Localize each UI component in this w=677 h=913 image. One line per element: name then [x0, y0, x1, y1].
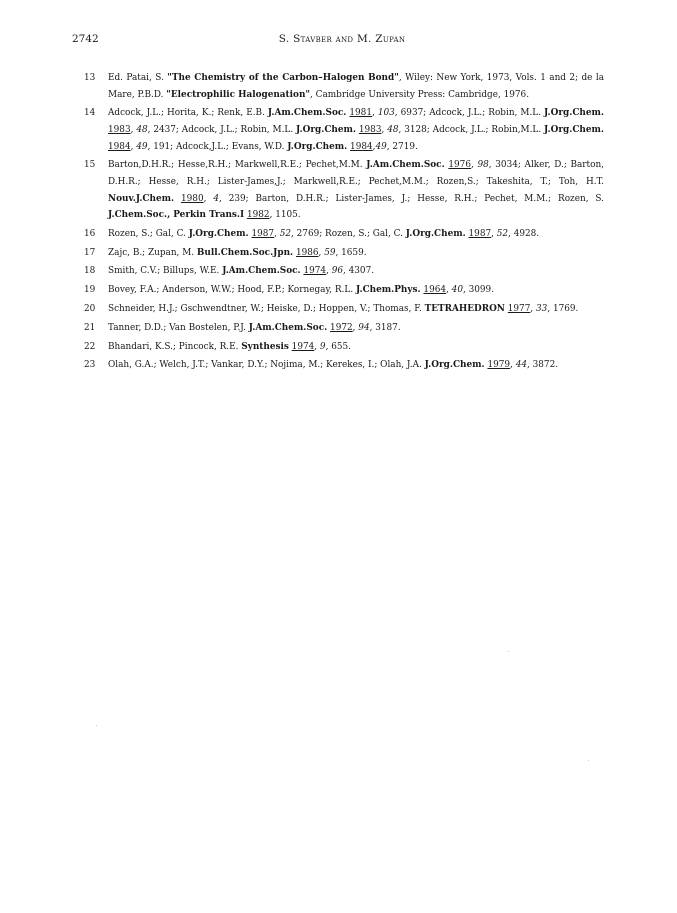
journal-title: J.Chem.Phys.: [355, 285, 421, 296]
reference-segment: , 239; Barton, D.H.R.; Lister-James, J.; Hesse, R.H.; Pechet, M.M.; Rozen, S.: [218, 193, 604, 204]
reference-segment: , 6937; Adcock, J.L.; Robin, M.L.: [394, 108, 545, 119]
reference-item: [84, 105, 604, 155]
publication-year: 1974: [303, 266, 327, 277]
publication-year: 1976: [448, 160, 471, 171]
volume-number: 49: [136, 141, 148, 152]
page-number: 2742: [72, 33, 99, 45]
journal-title: J.Org.Chem.: [287, 141, 348, 152]
reference-segment: , 3187.: [369, 322, 401, 333]
volume-number: 4: [213, 193, 219, 204]
volume-number: 98: [477, 160, 489, 171]
reference-segment: ,: [446, 285, 452, 296]
running-header: [72, 31, 612, 47]
scan-speck: [96, 725, 97, 726]
volume-number: 48: [136, 124, 148, 135]
journal-title: TETRAHEDRON: [424, 304, 505, 315]
reference-segment: Schneider, H.J.; Gschwendtner, W.; Heiske, D.; Hoppen, V.; Thomas, F.: [108, 304, 425, 315]
journal-title: J.Org.Chem.: [544, 124, 604, 135]
reference-text: [108, 357, 604, 374]
reference-segment: , 655.: [325, 341, 351, 352]
reference-number: 17: [84, 247, 96, 258]
volume-number: 40: [451, 285, 463, 296]
reference-text: [108, 320, 604, 337]
reference-text: [108, 301, 604, 318]
volume-number: 44: [515, 360, 527, 371]
volume-number: 52: [496, 228, 509, 239]
reference-segment: , Wiley: New York, 1973, Vols. 1 and 2; de la Mare, P.B.D.: [108, 73, 604, 100]
reference-segment: ,: [372, 141, 376, 152]
publication-year: 1983: [358, 124, 382, 135]
publication-year: 1981: [349, 108, 372, 119]
reference-segment: , 3128; Adcock, J.L.; Robin,M.L.: [398, 124, 545, 135]
publication-year: 1986: [295, 247, 319, 258]
journal-title: Synthesis: [241, 341, 289, 352]
journal-title: "Electrophilic Halogenation": [166, 89, 311, 100]
scan-speck: [508, 651, 509, 652]
reference-segment: , 3034; Alker, D.; Barton, D.H.R.; Hesse, R.H.; Lister-James,J.; Markwell,R.E.; Pechet,M.M.; Rozen,S.; Takeshita, T.; Toh, H.T.: [108, 160, 604, 187]
reference-segment: Bhandari, K.S.; Pincock, R.E.: [108, 341, 242, 352]
publication-year: 1979: [487, 360, 511, 371]
journal-title: Bull.Chem.Soc.Jpn.: [196, 247, 294, 258]
reference-segment: ,: [510, 360, 516, 371]
volume-number: 49: [375, 141, 387, 152]
reference-segment: , Cambridge University Press: Cambridge, 1976.: [310, 89, 530, 100]
publication-year: 1977: [507, 304, 531, 315]
reference-segment: , 2437; Adcock, J.L.; Robin, M.L.: [147, 124, 297, 135]
publication-year: 1972: [330, 322, 353, 333]
journal-title: J.Org.Chem.: [424, 360, 485, 371]
volume-number: 48: [387, 124, 399, 135]
volume-number: 52: [279, 228, 292, 239]
reference-item: [84, 245, 604, 262]
journal-title: Nouv.J.Chem.: [108, 193, 175, 204]
reference-segment: , 3099.: [462, 285, 495, 296]
reference-number: 20: [84, 304, 96, 315]
publication-year: 1980: [181, 193, 204, 204]
reference-segment: Zajc, B.; Zupan, M.: [108, 247, 197, 258]
reference-number: 18: [84, 266, 96, 277]
publication-year: 1984: [350, 141, 373, 152]
publication-year: 1964: [423, 285, 447, 296]
reference-segment: Adcock, J.L.; Horita, K.; Renk, E.B.: [108, 108, 268, 119]
publication-year: 1974: [291, 341, 315, 352]
reference-number: 21: [84, 322, 96, 333]
reference-item: [84, 320, 604, 337]
reference-item: [84, 339, 604, 356]
reference-segment: Smith, C.V.; Billups, W.E.: [108, 266, 223, 277]
reference-number: 15: [84, 160, 96, 171]
running-head-authors: S. Stavber and M. Zupan: [278, 33, 406, 45]
reference-segment: ,: [318, 247, 325, 258]
reference-text: [108, 105, 604, 155]
scan-speck: [588, 760, 589, 761]
reference-text: [108, 245, 604, 262]
reference-segment: Bovey, F.A.; Anderson, W.W.; Hood, F.P.; Kornegay, R.L.: [108, 285, 356, 296]
reference-segment: Olah, G.A.; Welch, J.T.; Vankar, D.Y.; Nojima, M.; Kerekes, I.; Olah, J.A.: [108, 360, 425, 371]
reference-number: 16: [84, 228, 96, 239]
reference-text: [108, 282, 604, 299]
journal-title: J.Org.Chem.: [188, 228, 249, 239]
reference-segment: , 1105.: [269, 210, 301, 221]
reference-segment: ,: [381, 124, 388, 135]
journal-title: J.Am.Chem.Soc.: [267, 108, 347, 119]
journal-title: J.Am.Chem.Soc.: [366, 160, 445, 171]
journal-title: J.Am.Chem.Soc.: [222, 266, 301, 277]
journal-title: J.Org.Chem.: [544, 108, 604, 119]
reference-segment: Tanner, D.D.; Van Bostelen, P.J.: [108, 322, 249, 333]
reference-segment: , 4928.: [508, 228, 540, 239]
reference-segment: ,: [352, 322, 359, 333]
reference-text: [108, 157, 604, 223]
reference-segment: ,: [274, 228, 280, 239]
publication-year: 1984: [108, 141, 131, 152]
reference-number: 19: [84, 285, 96, 296]
journal-title: J.Chem.Soc., Perkin Trans.I: [108, 210, 245, 221]
reference-segment: , 1659.: [335, 247, 367, 258]
reference-segment: ,: [203, 193, 214, 204]
reference-item: [84, 226, 604, 243]
journal-title: J.Am.Chem.Soc.: [248, 322, 328, 333]
publication-year: 1982: [246, 210, 270, 221]
reference-text: [108, 70, 604, 103]
reference-segment: , 1769.: [547, 304, 579, 315]
volume-number: 103: [377, 108, 395, 119]
reference-item: [84, 263, 604, 280]
journal-title: "The Chemistry of the Carbon–Halogen Bond": [167, 73, 399, 83]
reference-text: [108, 339, 604, 356]
volume-number: 94: [358, 322, 370, 333]
reference-number: 14: [84, 108, 96, 119]
reference-item: [84, 157, 604, 223]
reference-number: 23: [84, 360, 96, 371]
publication-year: 1987: [251, 228, 275, 239]
volume-number: 9: [319, 341, 326, 352]
reference-item: [84, 282, 604, 299]
volume-number: 96: [331, 266, 343, 277]
reference-segment: ,: [314, 341, 320, 352]
reference-segment: , 3872.: [527, 360, 559, 371]
volume-number: 59: [324, 247, 336, 258]
reference-segment: [174, 194, 181, 204]
journal-title: J.Org.Chem.: [296, 124, 356, 135]
reference-item: [84, 357, 604, 374]
reference-segment: ,: [130, 124, 137, 135]
publication-year: 1987: [468, 228, 492, 239]
reference-segment: , 191; Adcock,J.L.; Evans, W.D.: [147, 141, 288, 152]
journal-title: J.Org.Chem.: [405, 228, 466, 239]
reference-segment: ,: [491, 228, 497, 239]
reference-segment: ,: [470, 160, 478, 171]
reference-text: [108, 263, 604, 280]
reference-number: 22: [84, 341, 96, 352]
reference-list: [84, 70, 604, 376]
reference-segment: Rozen, S.; Gal, C.: [108, 228, 189, 239]
reference-segment: , 2769; Rozen, S.; Gal, C.: [291, 228, 406, 239]
reference-text: [108, 226, 604, 243]
publication-year: 1983: [108, 124, 131, 135]
reference-segment: Barton,D.H.R.; Hesse,R.H.; Markwell,R.E.; Pechet,M.M.: [108, 160, 367, 171]
reference-item: [84, 70, 604, 103]
reference-segment: ,: [371, 108, 378, 119]
reference-item: [84, 301, 604, 318]
volume-number: 33: [536, 304, 548, 315]
reference-segment: , 4307.: [343, 266, 375, 277]
reference-segment: Ed. Patai, S.: [108, 73, 168, 83]
reference-segment: ,: [130, 141, 137, 152]
reference-segment: ,: [530, 304, 537, 315]
reference-segment: ,: [326, 266, 332, 277]
reference-segment: , 2719.: [386, 141, 418, 152]
reference-number: 13: [84, 73, 96, 83]
